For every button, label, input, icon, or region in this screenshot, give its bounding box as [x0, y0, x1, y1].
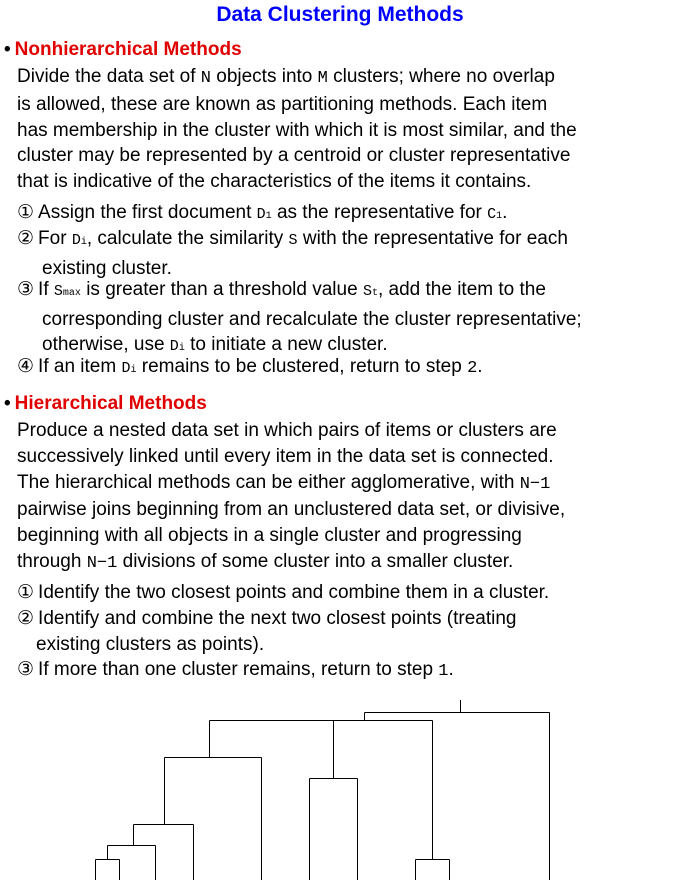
step-number: ③ — [17, 279, 35, 300]
text-run: For — [38, 228, 72, 249]
step-reference: 1 — [438, 662, 449, 681]
text-run: Divide the data set of — [17, 66, 201, 87]
step-continuation: corresponding cluster and recalculate the cluster representative; — [42, 308, 582, 330]
variable-m: M — [317, 69, 328, 88]
symbol-d: D — [121, 360, 131, 377]
para-line: beginning with all objects in a single cluster and progressing — [17, 525, 522, 547]
symbol-s: S — [288, 232, 298, 249]
symbol-subscript: t — [371, 288, 378, 299]
text-run: is greater than a threshold value — [80, 279, 363, 300]
dendrogram-merge-d — [108, 846, 156, 880]
dendrogram-merge-c — [134, 825, 194, 880]
text-run: . — [502, 202, 508, 223]
dendrogram-merge-e — [96, 860, 120, 880]
bullet-dot-icon: • — [4, 393, 11, 414]
symbol-s: S — [362, 283, 372, 300]
text-run: If more than one cluster remains, return to step — [38, 659, 439, 680]
text-run: divisions of some cluster into a smaller cluster. — [117, 550, 514, 572]
text-run: The hierarchical methods can be either agglomerative, with — [17, 471, 520, 493]
para-line: cluster may be represented by a centroid or cluster representative — [17, 145, 571, 167]
text-run: Assign the first document — [38, 202, 257, 223]
para-line: pairwise joins beginning from an unclustered data set, or divisive, — [17, 499, 566, 521]
symbol-subscript: 1 — [496, 211, 503, 222]
symbol-d: D — [169, 338, 179, 355]
text-run: to initiate a new cluster. — [184, 334, 388, 355]
step-continuation: existing clusters as points). — [36, 633, 265, 655]
variable-n-minus-1: N−1 — [86, 553, 118, 573]
step-number: ① — [17, 582, 35, 603]
symbol-d: D — [71, 232, 81, 249]
symbol-subscript: max — [62, 288, 81, 299]
step-number: ④ — [17, 356, 35, 377]
symbol-subscript: i — [80, 237, 87, 248]
dendrogram-merge-a — [210, 721, 433, 860]
dendrogram-merge-f — [310, 779, 358, 880]
symbol-s: S — [53, 283, 63, 300]
para-line: Produce a nested data set in which pairs of items or clusters are — [17, 420, 557, 441]
text-run: as the representative for — [271, 202, 488, 223]
para-line: is allowed, these are known as partitioning methods. Each item — [17, 93, 548, 115]
step-reference: 2 — [467, 359, 478, 378]
symbol-d: D — [256, 206, 266, 223]
dendrogram-root-merge — [365, 713, 550, 880]
heading-text: Hierarchical Methods — [14, 393, 207, 414]
dendrogram-merge-h — [416, 860, 450, 880]
symbol-subscript: i — [178, 343, 185, 354]
para-line: has membership in the cluster with which it is most similar, and the — [17, 119, 577, 141]
variable-n: N — [200, 69, 211, 88]
step-number: ② — [17, 608, 35, 629]
step-number: ③ — [17, 659, 35, 680]
dendrogram-merge-b — [165, 758, 262, 880]
text-run: with the representative for each — [297, 228, 568, 249]
page-title: Data Clustering Methods — [216, 3, 464, 26]
step-number: ② — [17, 228, 35, 249]
symbol-subscript: 1 — [265, 211, 272, 222]
text-run: If — [38, 279, 54, 300]
symbol-subscript: i — [130, 365, 137, 376]
bullet-dot-icon: • — [4, 39, 11, 60]
step-number: ① — [17, 202, 35, 223]
text-run: , calculate the similarity — [86, 228, 289, 249]
step-continuation: existing cluster. — [42, 257, 172, 279]
text-run: objects into — [210, 66, 318, 87]
text-run: . — [448, 659, 454, 680]
text-run: clusters; where no overlap — [327, 66, 555, 87]
text-run: , add the item to the — [377, 279, 546, 300]
variable-n-minus-1: N−1 — [519, 474, 551, 494]
para-line: successively linked until every item in the data set is connected. — [17, 445, 554, 467]
para-line: that is indicative of the characteristics of the items it contains. — [17, 171, 532, 193]
symbol-c: C — [487, 206, 497, 223]
text-run: . — [477, 356, 483, 377]
text-run: otherwise, use — [42, 334, 170, 355]
text-run: Identify the two closest points and combine them in a cluster. — [38, 582, 550, 603]
heading-text: Nonhierarchical Methods — [14, 39, 242, 60]
text-run: If an item — [38, 356, 122, 377]
text-run: Identify and combine the next two closest points (treating — [38, 608, 517, 629]
text-run: through — [17, 550, 87, 572]
text-run: remains to be clustered, return to step — [136, 356, 468, 377]
